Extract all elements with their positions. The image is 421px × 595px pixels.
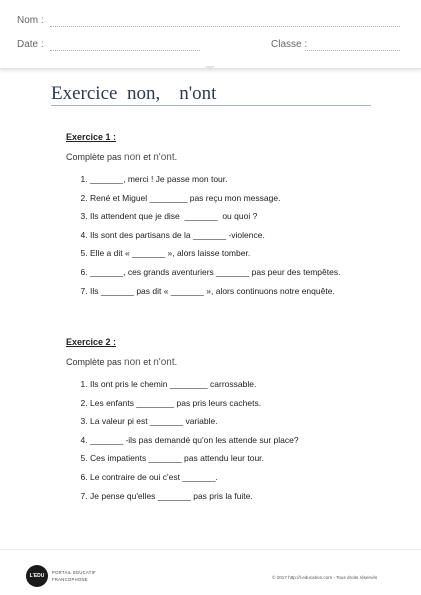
nom-label: Nom : bbox=[17, 15, 44, 26]
list-item: 2. Les enfants ________ pas pris leurs cachets. bbox=[90, 397, 299, 416]
header-notch bbox=[205, 66, 215, 71]
title-underline bbox=[51, 105, 371, 106]
list-item: 4. Ils sont des partisans de la _______ -violence. bbox=[90, 229, 340, 248]
footer-divider bbox=[0, 549, 421, 550]
date-label: Date : bbox=[17, 39, 44, 50]
list-item: 4. _______ -ils pas demandé qu'on les attende sur place? bbox=[90, 434, 299, 453]
list-item: 1. Ils ont pris le chemin ________ carrossable. bbox=[90, 378, 299, 397]
header-bar bbox=[0, 0, 421, 69]
ledu-logo: L'EDU bbox=[26, 565, 48, 587]
exercise-2-heading: Exercice 2 : bbox=[66, 337, 117, 347]
nom-field[interactable] bbox=[50, 26, 400, 27]
list-item: 3. Ils attendent que je dise _______ ou quoi ? bbox=[90, 210, 340, 229]
list-item: 2. René et Miguel ________ pas reçu mon message. bbox=[90, 192, 340, 211]
exercise-1-instruction: Complète pas non et n'ont. bbox=[66, 152, 178, 163]
exercise-1 bbox=[66, 132, 340, 303]
exercise-2-instruction: Complète pas non et n'ont. bbox=[66, 357, 178, 368]
list-item: 5. Elle a dit « _______ », alors laisse tomber. bbox=[90, 247, 340, 266]
exercise-1-heading: Exercice 1 : bbox=[66, 132, 117, 142]
list-item: 3. La valeur pi est _______ variable. bbox=[90, 415, 299, 434]
exercise-2-list bbox=[66, 378, 299, 508]
exercise-2 bbox=[66, 337, 299, 508]
list-item: 1. _______, merci ! Je passe mon tour. bbox=[90, 173, 340, 192]
brand-text: PORTAIL EDUCATIF FRANCOPHONE bbox=[52, 570, 96, 582]
copyright-text: © 2017 http://l-education.com - Tous droits réservés bbox=[272, 575, 378, 580]
date-field[interactable] bbox=[50, 50, 200, 51]
list-item: 6. Le contraire de oui c'est _______. bbox=[90, 471, 299, 490]
list-item: 7. Je pense qu'elles _______ pas pris la fuite. bbox=[90, 490, 299, 509]
classe-label: Classe : bbox=[271, 39, 308, 50]
list-item: 7. Ils _______ pas dit « _______ », alors continuons notre enquête. bbox=[90, 285, 340, 304]
page-title: Exercice non, n'ont bbox=[51, 83, 217, 104]
classe-field[interactable] bbox=[305, 50, 400, 51]
list-item: 5. Ces impatients _______ pas attendu leur tour. bbox=[90, 452, 299, 471]
exercise-1-list bbox=[66, 173, 340, 303]
list-item: 6. _______, ces grands aventuriers _______ pas peur des tempêtes. bbox=[90, 266, 340, 285]
